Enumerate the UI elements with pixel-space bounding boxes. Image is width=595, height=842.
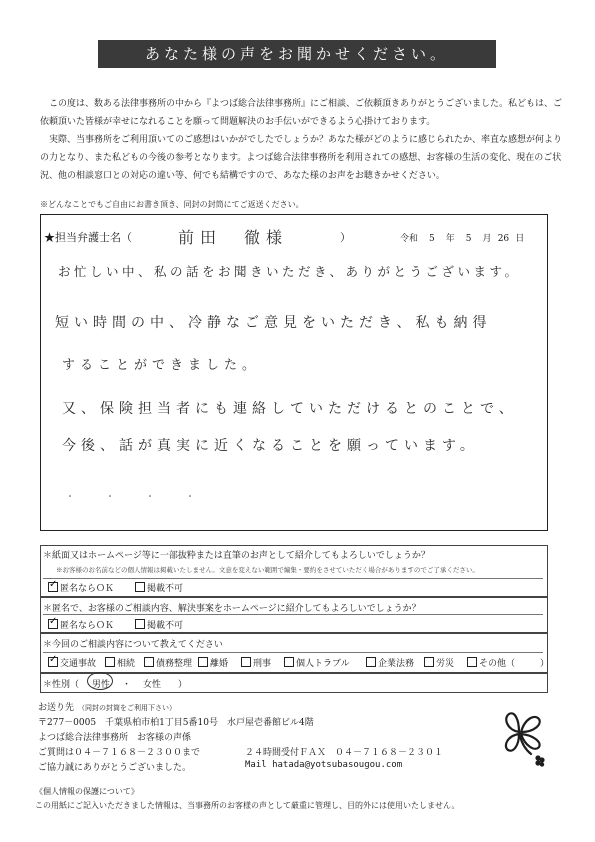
intro-text <box>40 95 564 185</box>
checkbox[interactable] <box>424 657 434 667</box>
comment-line-4: 又、保険担当者にも連絡していただけるとのことで、 <box>62 401 518 417</box>
q1-option-not-allowed[interactable] <box>135 581 183 594</box>
divider <box>43 578 543 579</box>
option-label: 労災 <box>436 659 455 669</box>
q3-option-debt[interactable] <box>144 656 192 669</box>
q3-option-inheritance[interactable] <box>105 656 135 669</box>
checkbox[interactable] <box>135 619 145 629</box>
option-label: 離婚 <box>210 659 229 669</box>
lawyer-label: ★担当弁護士名（ <box>44 231 132 244</box>
page-title: あなた様の声をお聞かせください。 <box>98 40 496 68</box>
thanks: ご協力誠にありがとうございました。 <box>38 763 192 773</box>
q2-option-anonymous-ok[interactable] <box>48 618 114 631</box>
option-label: 企業法務 <box>378 659 415 669</box>
checkbox-checked[interactable] <box>48 582 58 592</box>
send-to-note: （同封の封筒をご利用下さい） <box>78 704 177 712</box>
comment-line-3: することができました。 <box>62 358 261 373</box>
comment-line-1: お忙しい中、私の話をお聞きいただき、ありがとうございます。 <box>58 264 521 279</box>
q3-option-corporate[interactable] <box>366 656 414 669</box>
question-4-box <box>40 673 548 693</box>
checkbox-checked[interactable] <box>48 619 58 629</box>
option-label: 刑事 <box>253 659 272 669</box>
question-2-text: ＊匿名で、お客様のご相談内容、解決事案をホームページに紹介してもよろしいでしょうか？ <box>43 604 421 614</box>
checkbox[interactable] <box>135 582 145 592</box>
comment-line-2: 短い時間の中、冷静なご意見をいただき、私も納得 <box>55 315 492 331</box>
q2-option-label: 匿名ならＯＫ <box>60 621 115 631</box>
q2-option-label: 掲載不可 <box>147 621 184 631</box>
option-label: 交通事故 <box>60 659 97 669</box>
option-label: 相続 <box>117 659 136 669</box>
date-field <box>400 231 524 244</box>
send-to-heading <box>38 700 176 713</box>
date-day-unit: 日 <box>515 234 525 244</box>
intro-paragraph-2: 実際、当事務所をご利用頂いてのご感想はいかがでしたでしょうか？あなた様がどのように感じられたか、率直な感想が何よりの力となり、また私どもの今後の参考となります。よつば総合法律事務所を利用されての感想、お客様の生活の変化、現在のご状況、他の相談窓口との対応の違い等、何でも結構ですので、あなた様のお声をお聴きかせください。 <box>40 135 563 181</box>
q3-other-close: ） <box>540 659 550 669</box>
gender-label: ＊性別（ <box>43 680 80 690</box>
gender-separator: ・ <box>122 680 132 690</box>
privacy-title: 《個人情報の保護について》 <box>35 787 139 796</box>
checkbox[interactable] <box>467 657 477 667</box>
divider <box>43 652 543 653</box>
trailing-dots: ・・・・ <box>65 492 225 503</box>
lawyer-paren-close: ） <box>340 231 351 244</box>
checkbox[interactable] <box>284 657 294 667</box>
q3-option-workers-comp[interactable] <box>424 656 454 669</box>
date-month-unit: 月 <box>482 234 492 244</box>
comment-line-5: 今後、話が真実に近くなることを願っています。 <box>62 438 479 454</box>
organization: よつば総合法律事務所 お客様の声係 <box>38 733 192 743</box>
lawyer-name-handwritten: 前田 徹様 <box>178 228 289 247</box>
option-label: 個人トラブル <box>296 659 350 669</box>
checkbox[interactable] <box>144 657 154 667</box>
intro-paragraph-1: この度は、数ある法律事務所の中から『よつば総合法律事務所』にご相談、ご依頼頂きありがとうございました。私どもは、ご依頼頂いた皆様が幸せになれることを願って問題解決のお手伝いができるよう心掛けております。 <box>40 99 563 127</box>
q3-option-criminal[interactable] <box>241 656 271 669</box>
checkbox-checked[interactable] <box>48 657 58 667</box>
privacy-text: この用紙にご記入いただきました情報は、当事務所のお客様の声として厳重に管理し、目的外には使用いたしません。 <box>35 801 460 810</box>
email[interactable]: Mail hatada@yotsubasougou.com <box>245 760 403 770</box>
date-era: 令和 <box>400 234 419 244</box>
q1-option-anonymous-ok[interactable] <box>48 581 114 594</box>
gender-paren-close: ） <box>178 680 188 690</box>
selected-circle <box>87 672 113 690</box>
date-year: 5 <box>429 234 435 244</box>
checkbox[interactable] <box>366 657 376 667</box>
question-3-text: ＊今回のご相談内容について教えてください <box>43 640 223 650</box>
question-1-text: ＊紙面又はホームページ等に一部抜粋または直筆のお声として紹介してもよろしいでしょうか？ <box>43 551 430 561</box>
date-month: 5 <box>465 234 472 244</box>
q3-option-traffic-accident[interactable] <box>48 656 96 669</box>
q1-option-label: 掲載不可 <box>147 584 184 594</box>
date-year-unit: 年 <box>445 234 455 244</box>
clover-logo-icon <box>495 706 551 768</box>
checkbox[interactable] <box>105 657 115 667</box>
gender-option-male[interactable]: 男性 <box>92 680 111 690</box>
send-to-label: お送り先 <box>38 703 75 713</box>
question-1-note: ※お客様のお名前などの個人情報は掲載いたしません。文意を変えない範囲で編集・要約をさせていただく場合がありますのでご了承ください。 <box>56 566 479 574</box>
phone: ご質問は０４－７１６８－２３００まで <box>38 748 201 758</box>
option-label: 債務整理 <box>156 659 193 669</box>
address: 〒277－0005 千葉県柏市柏1丁目5番10号 水戸屋壱番館ビル4階 <box>38 718 314 728</box>
fax: ２４時間受付ＦＡＸ ０４－７１６８－２３０１ <box>245 748 444 758</box>
q2-option-not-allowed[interactable] <box>135 618 183 631</box>
q3-option-divorce[interactable] <box>198 656 228 669</box>
date-day: 26 <box>497 234 510 244</box>
q3-option-other[interactable] <box>467 656 515 669</box>
checkbox[interactable] <box>198 657 208 667</box>
instruction-note: ※どんなことでもご自由にお書き頂き、同封の封筒にてご返送ください。 <box>40 200 304 209</box>
q3-option-personal-trouble[interactable] <box>284 656 350 669</box>
option-label: その他（ <box>479 659 516 669</box>
gender-option-female[interactable]: 女性 <box>143 680 162 690</box>
checkbox[interactable] <box>241 657 251 667</box>
divider <box>43 614 543 615</box>
q1-option-label: 匿名ならＯＫ <box>60 584 115 594</box>
